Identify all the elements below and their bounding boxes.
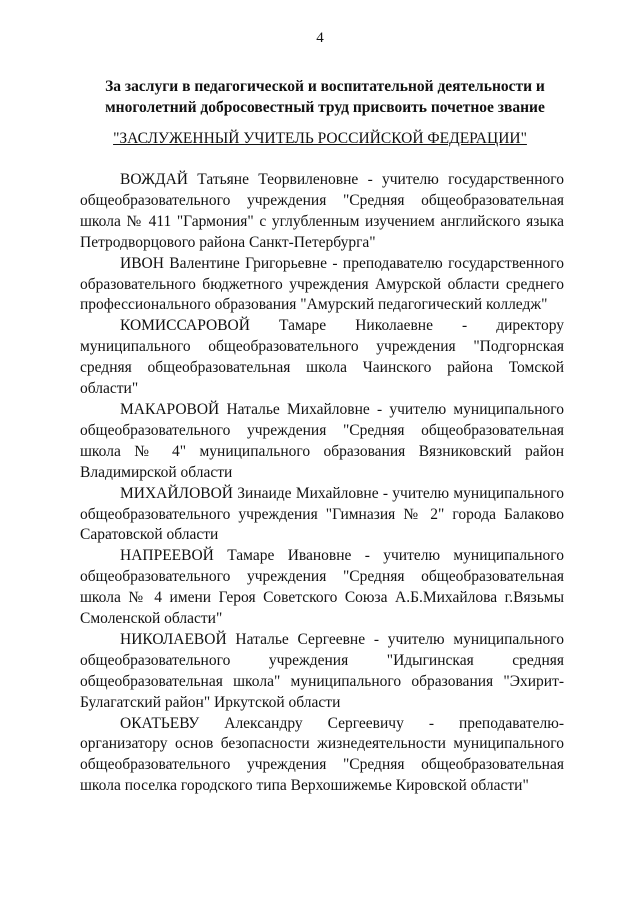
award-paragraph: МАКАРОВОЙ Наталье Михайловне - учителю муниципального общеобразовательного учреждения "Средняя общеобразовательная школа № 4" муниципального образования Вязниковский район Владимирской области [80,400,564,481]
award-paragraph: КОМИССАРОВОЙ Тамаре Николаевне - директору муниципального общеобразовательного учреждения "Подгорнская средняя общеобразовательная школа Чаинского района Томской области" [80,317,564,398]
award-paragraph: МИХАЙЛОВОЙ Зинаиде Михайловне - учителю муниципального общеобразовательного учреждения "Гимназия № 2" города Балаково Саратовской области [80,484,564,544]
honorary-title: "ЗАСЛУЖЕННЫЙ УЧИТЕЛЬ РОССИЙСКОЙ ФЕДЕРАЦИИ" [113,130,527,147]
page-number: 4 [316,30,324,46]
award-paragraph: ИВОН Валентине Григорьевне - преподавателю государственного образовательного бюджетного учреждения Амурской области среднего профессионального образования "Амурский педагогический колледж" [80,254,564,314]
award-paragraph: НИКОЛАЕВОЙ Наталье Сергеевне - учителю муниципального общеобразовательного учреждения "Идыгинская средняя общеобразовательная школа" муниципального образования "Эхирит-Булагатский район" Иркутской области [80,630,564,711]
awards-list [80,170,564,797]
award-paragraph: ВОЖДАЙ Татьяне Теорвиленовне - учителю государственного общеобразовательного учреждения "Средняя общеобразовательная школа № 411 "Гармония" с углубленным изучением английского языка Петродворцового района Санкт-Петербурга" [80,171,564,251]
award-paragraph: ОКАТЬЕВУ Александру Сергеевичу - преподавателю-организатору основ безопасности жизнедеятельности муниципального общеобразовательного учреждения "Средняя общеобразовательная школа поселка городского типа Верхошижемье Кировской области" [80,714,564,795]
intro-heading: За заслуги в педагогической и воспитательной деятельности и многолетний добросовестный труд присвоить почетное звание [105,78,545,116]
award-paragraph: НАПРЕЕВОЙ Тамаре Ивановне - учителю муниципального общеобразовательного учреждения "Средняя общеобразовательная школа № 4 имени Героя Советского Союза А.Б.Михайлова г.Вязьмы Смоленской области" [80,547,564,628]
